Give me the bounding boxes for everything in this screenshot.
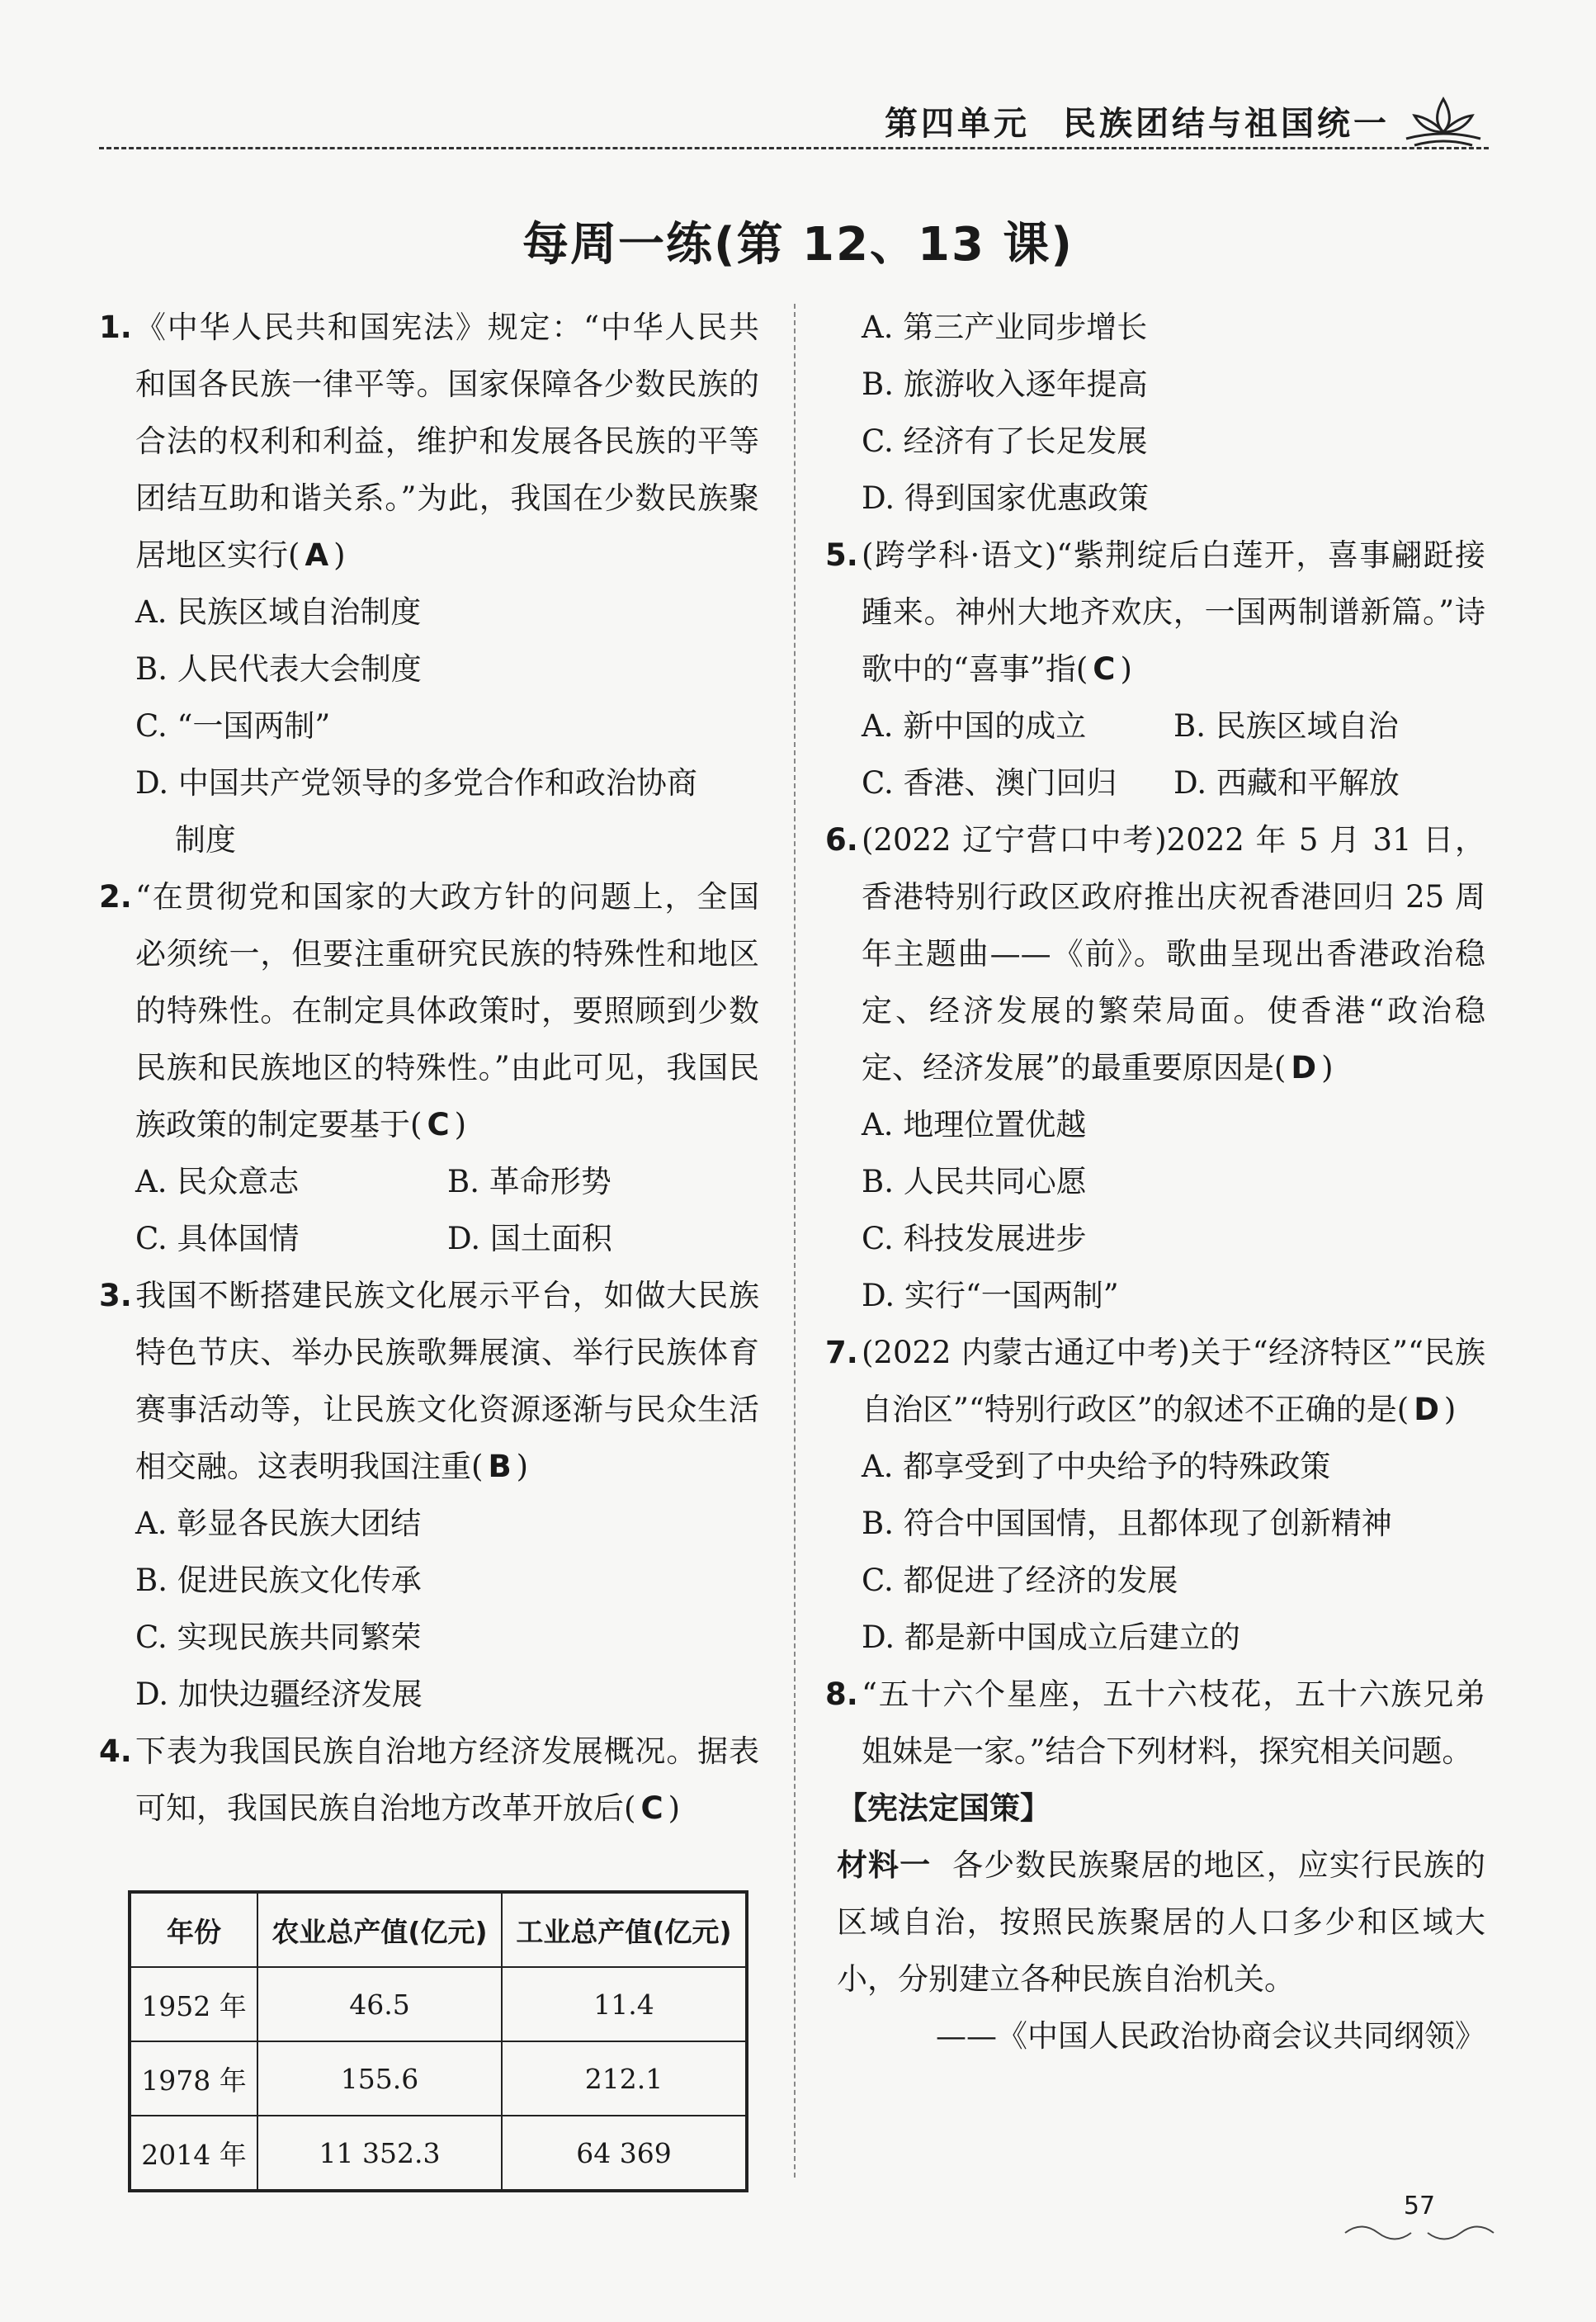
option-c: C. “一国两制” — [135, 708, 331, 744]
question-stem: “五十六个星座，五十六枝花，五十六族兄弟姐妹是一家。”结合下列材料，探究相关问题。 — [862, 1676, 1485, 1769]
option-b: B. 人民代表大会制度 — [135, 651, 422, 687]
option-a: A. 地理位置优越 — [862, 1107, 1087, 1142]
table-row — [130, 1967, 747, 2041]
answer-close: ) — [668, 1790, 681, 1826]
answer-mark: C — [1093, 651, 1116, 687]
question-stem: 下表为我国民族自治地方经济发展概况。据表可知，我国民族自治地方改革开放后( — [135, 1733, 759, 1826]
question-5 — [825, 527, 1485, 698]
answer-close: ) — [454, 1107, 467, 1142]
option-a: A. 第三产业同步增长 — [862, 310, 1148, 345]
option-d: D. 加快边疆经济发展 — [135, 1676, 423, 1712]
option-c: C. 实现民族共同繁荣 — [135, 1620, 422, 1655]
column-divider — [794, 304, 796, 2178]
question-6 — [825, 811, 1485, 1096]
table-row — [130, 2041, 747, 2116]
answer-mark: C — [640, 1790, 663, 1826]
question-2 — [99, 868, 759, 1153]
option-a: A. 民族区域自治制度 — [135, 594, 422, 630]
question-number: 3. — [99, 1278, 132, 1313]
option-a: A. 民众意志 — [135, 1164, 300, 1199]
lotus-ornament-icon — [1398, 92, 1489, 150]
option-d-continued: 制度 — [175, 822, 236, 858]
question-number: 6. — [825, 822, 858, 858]
unit-header — [885, 97, 1390, 144]
option-a: A. 彰显各民族大团结 — [135, 1506, 422, 1541]
option-d-text: D. 中国共产党领导的多党合作和政治协商 — [135, 765, 697, 801]
column-header: 农业总产值(亿元) — [257, 1892, 502, 1967]
table-cell: 2014 年 — [130, 2116, 257, 2191]
option-b: B. 旅游收入逐年提高 — [862, 367, 1148, 402]
question-stem: “在贯彻党和国家的大政方针的问题上，全国必须统一，但要注重研究民族的特殊性和地区的特殊性。在制定具体政策时，要照顾到少数民族和民族地区的特殊性。”由此可见，我国民族政策的制定要基于( — [135, 879, 759, 1142]
answer-close: ) — [333, 537, 346, 573]
option-d: D. 都是新中国成立后建立的 — [862, 1620, 1240, 1655]
material-label: 材料一 — [837, 1847, 932, 1883]
table-cell: 11 352.3 — [257, 2116, 502, 2191]
table-cell: 1978 年 — [130, 2041, 257, 2116]
question-1 — [99, 299, 759, 584]
answer-mark: B — [488, 1449, 512, 1484]
question-7 — [825, 1324, 1485, 1438]
question-4 — [99, 1723, 759, 1837]
option-d: D. 实行“一国两制” — [862, 1278, 1119, 1313]
material-source: ——《中国人民政治协商会议共同纲领》 — [936, 2018, 1485, 2054]
option-c: C. 香港、澳门回归 — [862, 765, 1117, 801]
option-c: C. 经济有了长足发展 — [862, 423, 1148, 459]
option-a: A. 都享受到了中央给予的特殊政策 — [862, 1449, 1331, 1484]
question-number: 2. — [99, 879, 132, 915]
column-header: 工业总产值(亿元) — [502, 1892, 747, 1967]
material-one — [825, 1837, 1485, 2008]
right-column — [825, 299, 1485, 2064]
question-3 — [99, 1267, 759, 1495]
question-stem: 我国不断搭建民族文化展示平台，如做大民族特色节庆、举办民族歌舞展演、举行民族体育赛事活动等，让民族文化资源逐渐与民众生活相交融。这表明我国注重( — [135, 1278, 759, 1484]
option-b: B. 民族区域自治 — [1173, 708, 1399, 744]
option-b: B. 符合中国国情，且都体现了创新精神 — [862, 1506, 1392, 1541]
table-row — [130, 2116, 747, 2191]
question-stem: (2022 内蒙古通辽中考)关于“经济特区”“民族自治区”“特别行政区”的叙述不正确的是( — [862, 1335, 1485, 1427]
option-c: C. 具体国情 — [135, 1221, 300, 1256]
question-number: 5. — [825, 537, 858, 573]
question-number: 7. — [825, 1335, 858, 1370]
answer-close: ) — [1443, 1392, 1457, 1427]
page-number: 57 — [1403, 2192, 1436, 2220]
question-number: 4. — [99, 1733, 132, 1769]
answer-mark: D — [1291, 1050, 1317, 1085]
option-b: B. 人民共同心愿 — [862, 1164, 1087, 1199]
option-row — [99, 1210, 759, 1267]
material-text: 各少数民族聚居的地区，应实行民族的区域自治，按照民族聚居的人口多少和区域大小，分别建立各种民族自治机关。 — [837, 1847, 1486, 1997]
table-cell: 64 369 — [502, 2116, 747, 2191]
answer-close: ) — [1321, 1050, 1334, 1085]
question-8 — [825, 1666, 1485, 1780]
table-cell: 212.1 — [502, 2041, 747, 2116]
option-d — [99, 754, 759, 868]
column-header: 年份 — [130, 1892, 257, 1967]
left-column — [99, 299, 759, 1837]
table-header-row — [130, 1892, 747, 1967]
question-number: 8. — [825, 1676, 858, 1712]
section-heading: 【宪法定国策】 — [837, 1790, 1051, 1826]
option-b: B. 革命形势 — [447, 1164, 611, 1199]
answer-mark: D — [1414, 1392, 1439, 1427]
page-number-ornament-icon — [1337, 2220, 1502, 2245]
option-d: D. 国土面积 — [447, 1221, 612, 1256]
option-d: D. 得到国家优惠政策 — [862, 480, 1149, 516]
option-c: C. 都促进了经济的发展 — [862, 1563, 1178, 1598]
option-row — [825, 754, 1485, 811]
economy-table — [128, 1890, 748, 2192]
question-stem: 《中华人民共和国宪法》规定：“中华人民共和国各民族一律平等。国家保障各少数民族的合法的权利和利益，维护和发展各民族的平等团结互助和谐关系。”为此，我国在少数民族聚居地区实行( — [135, 310, 759, 573]
question-stem: (跨学科·语文)“紫荆绽后白莲开，喜事翩跹接踵来。神州大地齐欢庆，一国两制谱新篇。”诗歌中的“喜事”指( — [862, 537, 1485, 687]
option-d: D. 西藏和平解放 — [1173, 765, 1400, 801]
unit-theme: 民族团结与祖国统一 — [1063, 104, 1390, 143]
table-cell: 11.4 — [502, 1967, 747, 2041]
answer-close: ) — [516, 1449, 529, 1484]
option-row — [825, 698, 1485, 754]
answer-mark: A — [305, 537, 329, 573]
answer-mark: C — [427, 1107, 450, 1142]
question-stem: (2022 辽宁营口中考)2022 年 5 月 31 日，香港特别行政区政府推出庆祝香港回归 25 周年主题曲——《前》。歌曲呈现出香港政治稳定、经济发展的繁荣局面。使香港“政治稳定、经济发展”的最重要原因是( — [862, 822, 1485, 1085]
header-divider — [99, 147, 1489, 149]
table-cell: 155.6 — [257, 2041, 502, 2116]
option-b: B. 促进民族文化传承 — [135, 1563, 422, 1598]
option-c: C. 科技发展进步 — [862, 1221, 1087, 1256]
option-a: A. 新中国的成立 — [862, 708, 1087, 744]
table-cell: 46.5 — [257, 1967, 502, 2041]
page-title: 每周一练(第 12、13 课) — [522, 218, 1074, 272]
question-number: 1. — [99, 310, 132, 345]
answer-close: ) — [1120, 651, 1132, 687]
unit-label: 第四单元 — [885, 104, 1030, 143]
table-cell: 1952 年 — [130, 1967, 257, 2041]
option-row — [99, 1153, 759, 1210]
